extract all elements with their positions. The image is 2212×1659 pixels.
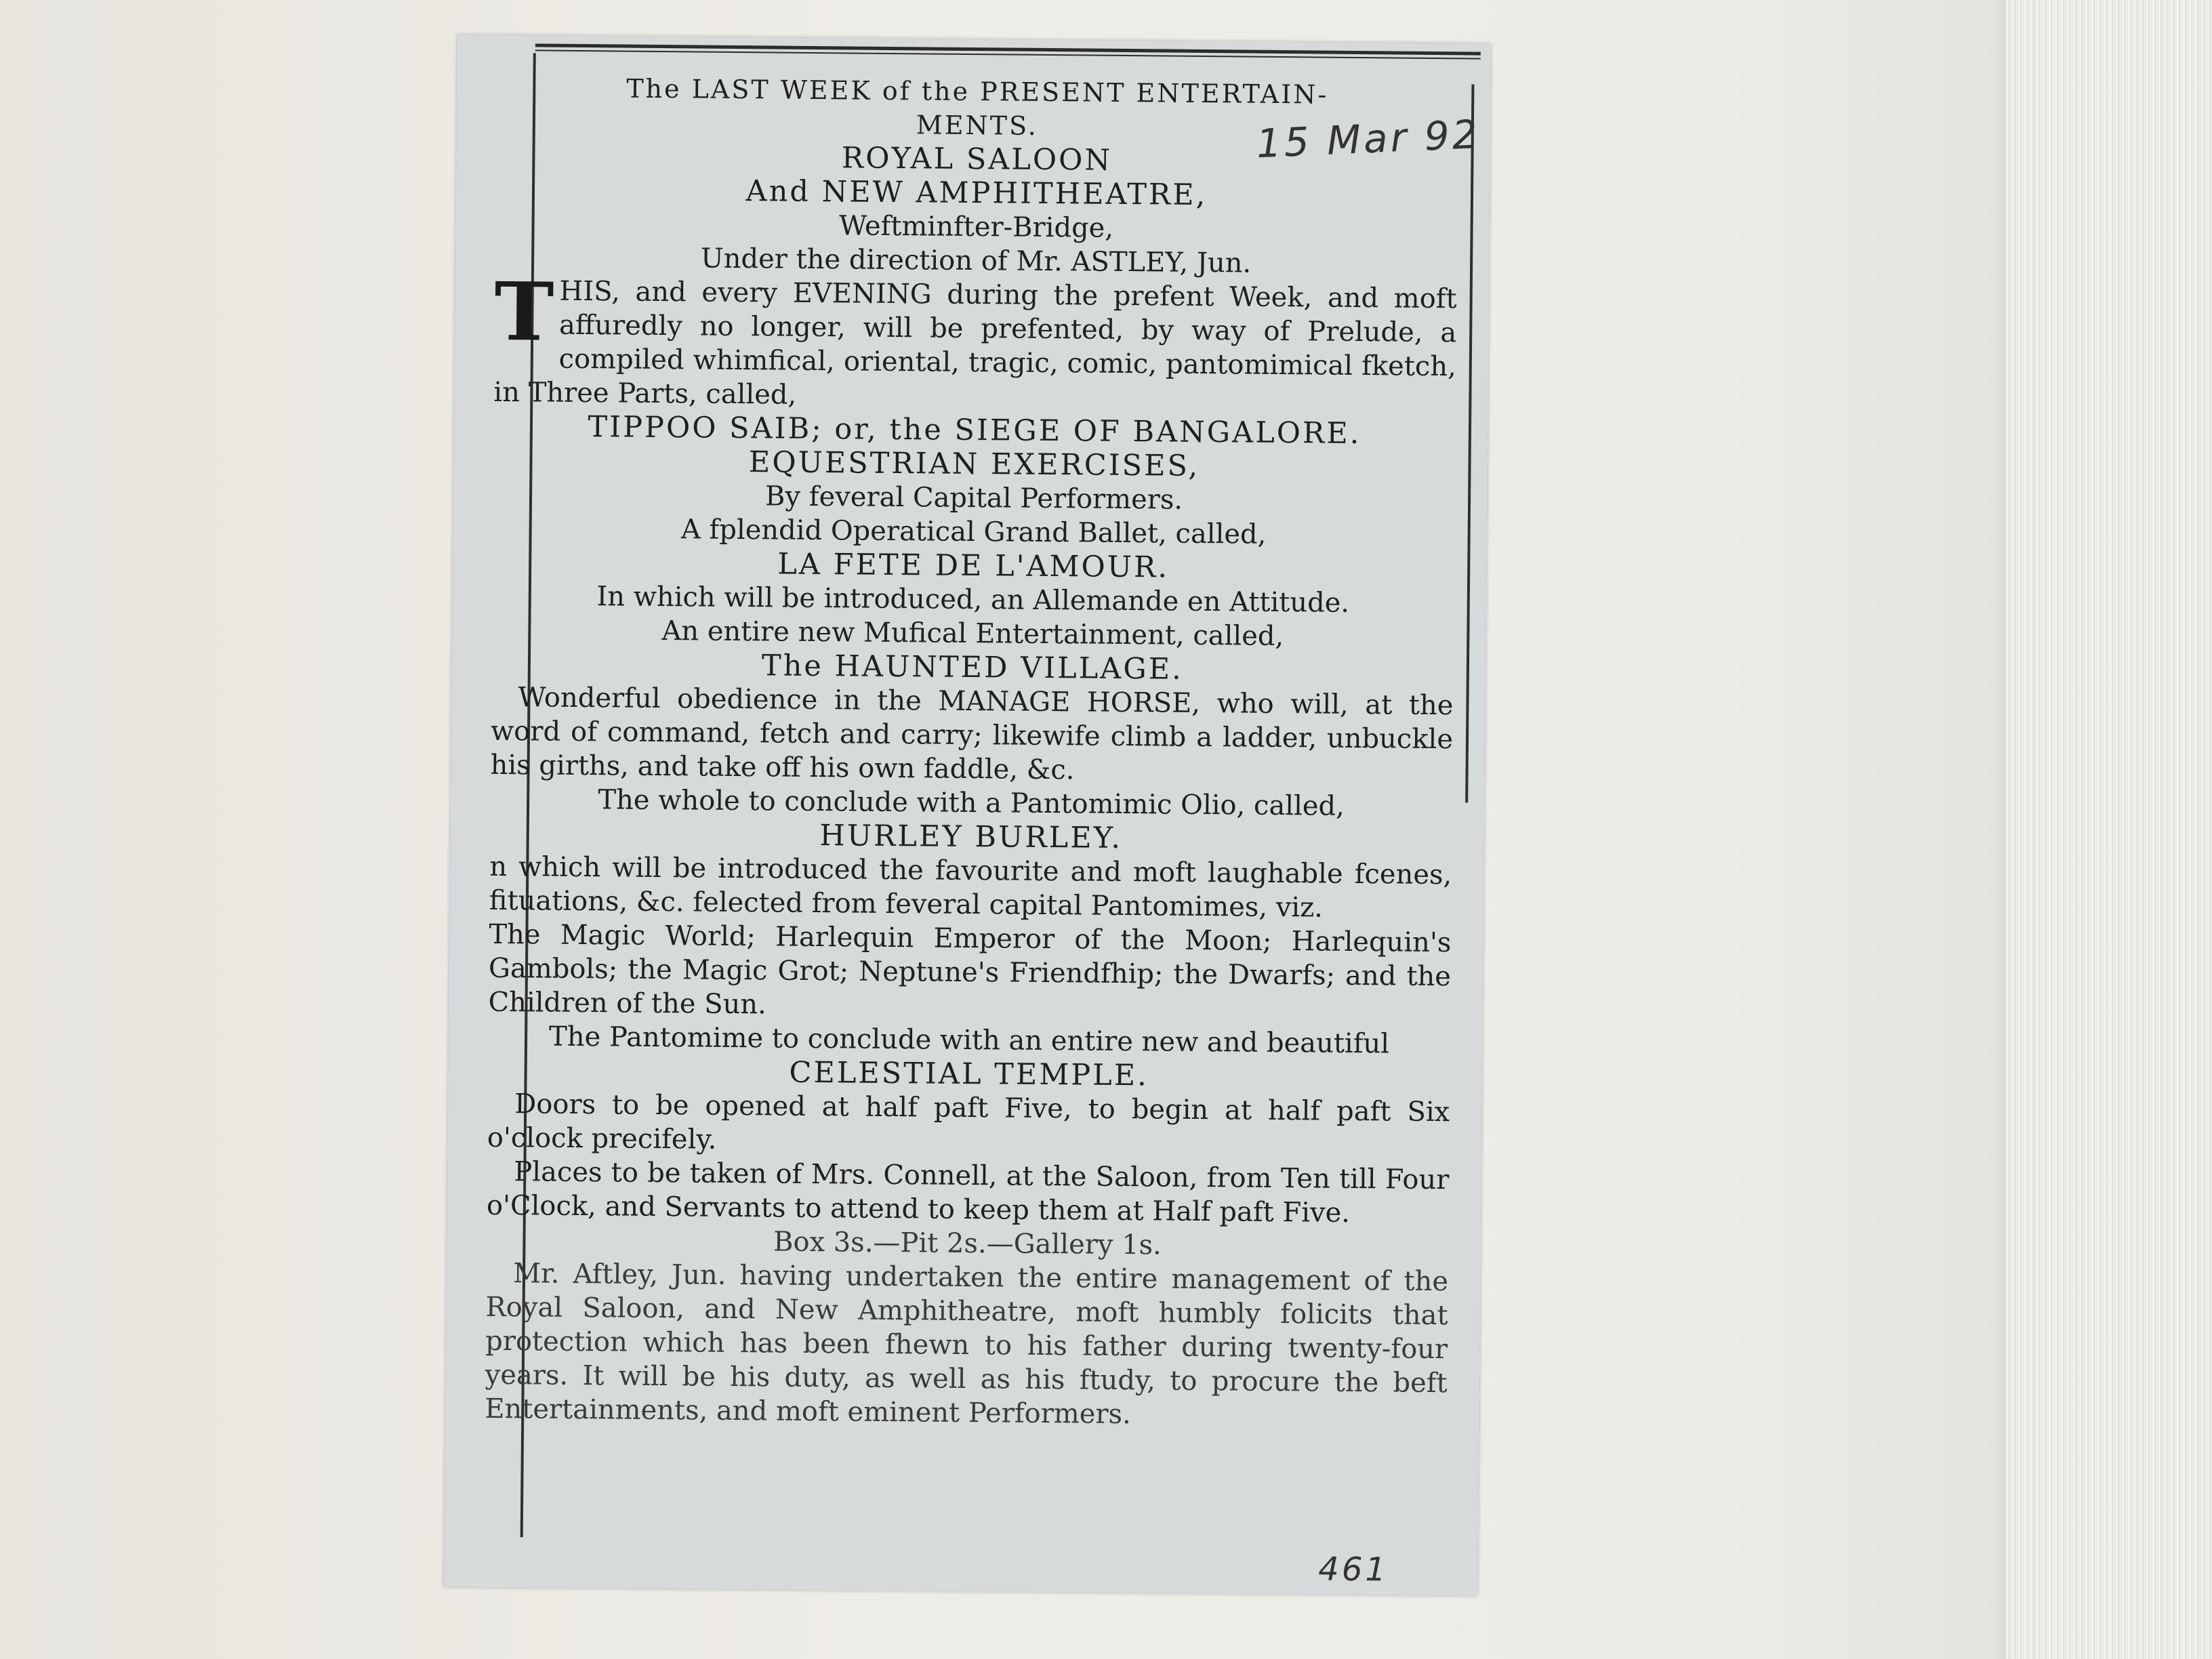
headline-line-2: MENTS. [916,110,1039,141]
places-paragraph: Places to be taken of Mrs. Connell, at the Saloon, from Ten till Four o'Clock, and Servants to attend to keep them at Half paft Five. [486,1156,1450,1229]
horse-paragraph: Wonderful obedience in the MANAGE HORSE, who will, at the word of command, fetch and carry; likewife climb a ladder, unbuckle his girths, and take off his own faddle, &c. [490,682,1454,786]
closing-paragraph: Mr. Aftley, Jun. having undertaken the entire management of the Royal Saloon, and New Amphitheatre, moft humbly folicits that protection which has been fhewn to his father during twenty-four years. It will be his duty, as well as his ftudy, to procure the beft Entertainments, and moft eminent Performers. [485,1258,1449,1431]
pantomime-conclusion: The Pantomime to conclude with an entire new and beautiful [548,1021,1390,1060]
newspaper-clipping [444,35,1491,1595]
title-haunted-village: The HAUNTED VILLAGE. [761,649,1183,687]
handwritten-page-number: 461 [1318,1550,1389,1589]
venue-location: Weftminfter-Bridge, [838,210,1114,244]
scenes-paragraph: n which will be introduced the favourite and moft laughable fcenes, fituations, &c. felected from feveral capital Pantomimes, viz. [489,851,1452,924]
direction-line: Under the direction of Mr. ASTLEY, Jun. [700,243,1252,279]
olio-intro: The whole to conclude with a Pantomimic Olio, called, [598,784,1345,822]
top-rule [535,43,1481,59]
headline-line-1: The LAST WEEK of the PRESENT ENTERTAIN- [626,73,1329,110]
musical-intro: An entire new Mufical Entertainment, called, [661,615,1284,653]
intro-paragraph [493,264,1457,417]
title-hurley-burley: HURLEY BURLEY. [819,819,1123,855]
venue-subtitle: And NEW AMPHITHEATRE, [745,174,1208,213]
performers-line: By feveral Capital Performers. [764,480,1183,516]
drop-cap: T [493,264,554,359]
title-tippoo-saib: TIPPOO SAIB; or, the SIEGE OF BANGALORE. [588,410,1361,451]
venue-name: ROYAL SALOON [841,141,1113,178]
advertisement-column [485,70,1458,1434]
right-column-rule [1465,84,1474,802]
prices-line: Box 3s.—Pit 2s.—Gallery 1s. [773,1226,1162,1261]
doors-paragraph: Doors to be opened at half paft Five, to begin at half paft Six o'clock precifely. [487,1088,1450,1155]
handwritten-date: 15 Mar 92 [1255,110,1481,167]
intro-text: HIS, and every EVENING during the prefent Week, and moft affuredly no longer, will be prefented, by way of Prelude, a compiled whimfical, oriental, tragic, comic, pantomimical fketch, in Three Parts, called, [493,275,1457,411]
title-celestial-temple: CELESTIAL TEMPLE. [789,1055,1149,1093]
allemande-line: In which will be introduced, an Allemande en Attitude. [596,581,1350,619]
pantomime-list: The Magic World; Harlequin Emperor of the Moon; Harlequin's Gambols; the Magic Grot; Neptune's Friendfhip; the Dwarfs; and the Children of the Sun. [488,918,1452,1021]
title-la-fete: LA FETE DE L'AMOUR. [777,547,1170,585]
title-equestrian-exercises: EQUESTRIAN EXERCISES, [748,445,1200,483]
page-edges [2006,0,2212,1659]
ballet-intro: A fplendid Operatical Grand Ballet, called, [680,514,1267,550]
